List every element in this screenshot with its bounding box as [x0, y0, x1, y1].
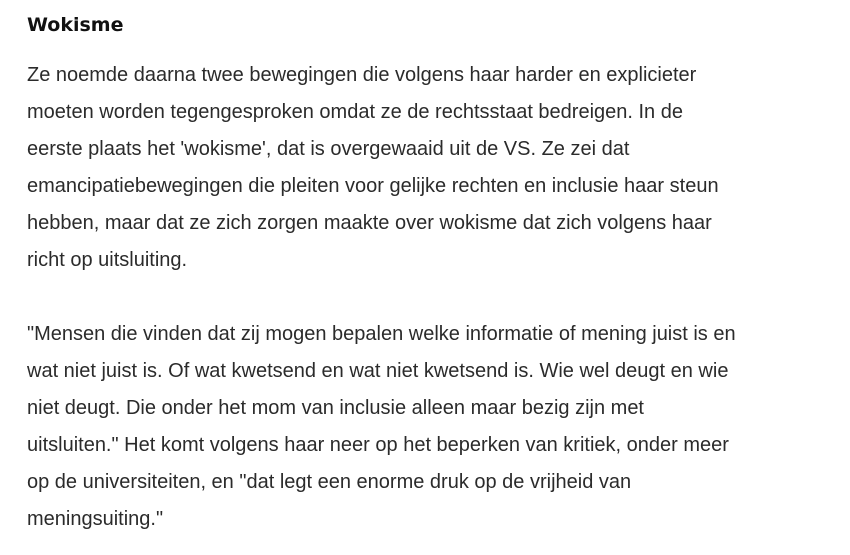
article-section	[27, 12, 832, 538]
article-paragraph-1: Ze noemde daarna twee bewegingen die volgens haar harder en explicieter moeten worden tegengesproken omdat ze de rechtsstaat bedreigen. In de eerste plaats het 'wokisme', dat is overgewaaid uit de VS. Ze zei dat emancipatiebewegingen die pleiten voor gelijke rechten en inclusie haar steun hebben, maar dat ze zich zorgen maakte over wokisme dat zich volgens haar richt op uitsluiting.	[27, 64, 719, 271]
article-paragraph-2: "Mensen die vinden dat zij mogen bepalen welke informatie of mening juist is en wat niet juist is. Of wat kwetsend en wat niet kwetsend is. Wie wel deugt en wie niet deugt. Die onder het mom van inclusie alleen maar bezig zijn met uitsluiten." Het komt volgens haar neer op het beperken van kritiek, onder meer op de universiteiten, en "dat legt een enorme druk op de vrijheid van meningsuiting."	[27, 323, 736, 530]
section-heading: Wokisme	[27, 14, 124, 36]
